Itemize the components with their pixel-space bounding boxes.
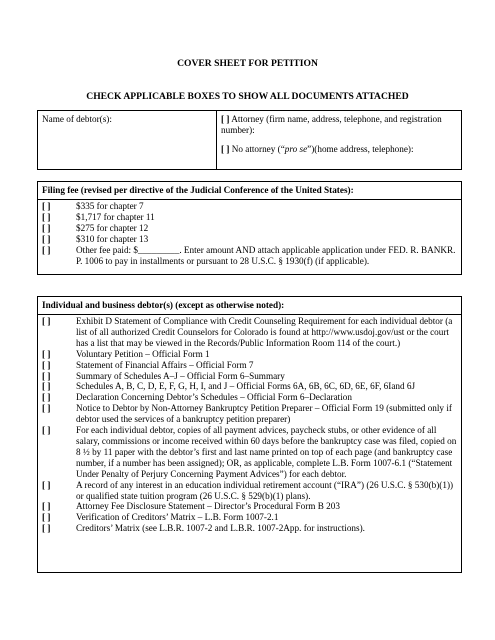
documents-list xyxy=(38,315,461,536)
checkbox[interactable]: [ ] xyxy=(42,425,51,436)
debtor-info-table xyxy=(37,110,462,170)
fee-option-row xyxy=(42,201,457,212)
documents-section xyxy=(37,296,462,573)
debtor-name-label: Name of debtor(s): xyxy=(42,114,112,124)
checkbox[interactable]: [ ] xyxy=(42,392,51,403)
document-checklist-row xyxy=(42,480,457,502)
attorney-option[interactable] xyxy=(221,114,457,136)
checkbox[interactable]: [ ] xyxy=(42,348,51,359)
no-attorney-label-end: ”)(home address, telephone): xyxy=(307,144,414,154)
debtor-name-cell[interactable] xyxy=(38,111,217,170)
attorney-checkbox[interactable]: [ ] xyxy=(221,114,230,124)
item-text: Other fee paid: $_________. Enter amount AND attach applicable application under FED. R. BANKR. P. 1006 to pay in installments or pursuant to 28 U.S.C. § 1930(f) (if applicable). xyxy=(76,244,456,266)
document-checklist-row xyxy=(42,425,457,480)
filing-fee-header: Filing fee (revised per directive of the Judicial Conference of the United States): xyxy=(38,182,461,200)
checkbox[interactable]: [ ] xyxy=(42,381,51,392)
document-checklist-row xyxy=(42,349,457,360)
attorney-cell xyxy=(217,111,462,170)
item-text: Schedules A, B, C, D, E, F, G, H, I, and J – Official Forms 6A, 6B, 6C, 6D, 6E, 6F, 6Iand 6J xyxy=(76,381,416,392)
item-text: Exhibit D Statement of Compliance with Credit Counseling Requirement for each individual debtor (a list of all authorized Credit Counselors for Colorado is found at http://www.usdoj.gov/ust or the court has a list that may be viewed in the Records/Public Information Room 114 of the court.) xyxy=(76,316,453,348)
checkbox[interactable]: [ ] xyxy=(42,222,51,233)
checkbox[interactable]: [ ] xyxy=(42,233,51,244)
checkbox[interactable]: [ ] xyxy=(42,512,51,523)
item-text: Notice to Debtor by Non-Attorney Bankruptcy Petition Preparer – Official Form 19 (submitted only if debtor used the services of a bankruptcy petition preparer) xyxy=(76,403,452,425)
document-title: COVER SHEET FOR PETITION xyxy=(177,58,318,69)
document-checklist-row xyxy=(42,512,457,523)
attorney-label: Attorney (firm name, address, telephone, and registration number): xyxy=(221,114,442,135)
document-checklist-row xyxy=(42,371,457,382)
fee-option-row xyxy=(42,212,457,223)
item-text: For each individual debtor, copies of all payment advices, paycheck stubs, or other evidence of all salary, commissions or income received within 60 days before the bankruptcy case was filed, copied on 8 ½ by 11 paper with the debtor’s first and last name printed on top of each page (and bankruptcy case number, if a number has been assigned); OR, as applicable, complete L.B. Form 1007-6.1 (“Statement Under Penalty of Perjury Concerning Payment Advices”) for each debtor. xyxy=(76,425,457,479)
item-text: $335 for chapter 7 xyxy=(76,201,144,211)
instructions-heading: CHECK APPLICABLE BOXES TO SHOW ALL DOCUMENTS ATTACHED xyxy=(86,91,409,102)
filing-fee-list xyxy=(38,200,461,268)
item-text: Voluntary Petition – Official Form 1 xyxy=(76,348,210,359)
fee-option-row xyxy=(42,223,457,234)
document-checklist-row xyxy=(42,403,457,425)
document-checklist-row xyxy=(42,316,457,349)
filing-fee-section xyxy=(37,181,462,275)
item-text: Attorney Fee Disclosure Statement – Director’s Procedural Form B 203 xyxy=(76,501,340,512)
checkbox[interactable]: [ ] xyxy=(42,523,51,534)
item-text: $310 for chapter 13 xyxy=(76,233,149,244)
checkbox[interactable]: [ ] xyxy=(42,316,51,326)
item-text: Declaration Concerning Debtor’s Schedules – Official Form 6–Declaration xyxy=(76,392,352,403)
item-text: Verification of Creditors’ Matrix – L.B. Form 1007-2.1 xyxy=(76,512,279,523)
checkbox[interactable]: [ ] xyxy=(42,359,51,370)
item-text: Summary of Schedules A–J – Official Form 6–Summary xyxy=(76,370,285,381)
checkbox[interactable]: [ ] xyxy=(42,370,51,381)
item-text: $275 for chapter 12 xyxy=(76,222,149,233)
no-attorney-option[interactable] xyxy=(221,144,457,155)
item-text: Creditors’ Matrix (see L.B.R. 1007-2 and L.B.R. 1007-2App. for instructions). xyxy=(76,523,365,534)
document-checklist-row xyxy=(42,381,457,392)
checkbox[interactable]: [ ] xyxy=(42,201,51,211)
item-text: $1,717 for chapter 11 xyxy=(76,211,155,222)
document-checklist-row xyxy=(42,501,457,512)
checkbox[interactable]: [ ] xyxy=(42,403,51,414)
no-attorney-label-start: No attorney (“ xyxy=(231,144,285,154)
documents-header: Individual and business debtor(s) (except as otherwise noted): xyxy=(38,297,461,315)
no-attorney-checkbox[interactable]: [ ] xyxy=(221,144,230,154)
item-text: Statement of Financial Affairs – Official Form 7 xyxy=(76,359,254,370)
pro-se-text: pro se xyxy=(284,144,308,154)
document-checklist-row xyxy=(42,392,457,403)
checkbox[interactable]: [ ] xyxy=(42,501,51,512)
checkbox[interactable]: [ ] xyxy=(42,211,51,222)
item-text: A record of any interest in an education individual retirement account (“IRA”) (26 U.S.C. § 530(b)(1)) or qualified state tuition program (26 U.S.C. § 529(b)(1) plans). xyxy=(76,479,454,501)
checkbox[interactable]: [ ] xyxy=(42,244,51,255)
fee-option-row xyxy=(42,234,457,245)
fee-option-row xyxy=(42,245,457,267)
document-checklist-row xyxy=(42,523,457,534)
document-checklist-row xyxy=(42,360,457,371)
checkbox[interactable]: [ ] xyxy=(42,479,51,490)
